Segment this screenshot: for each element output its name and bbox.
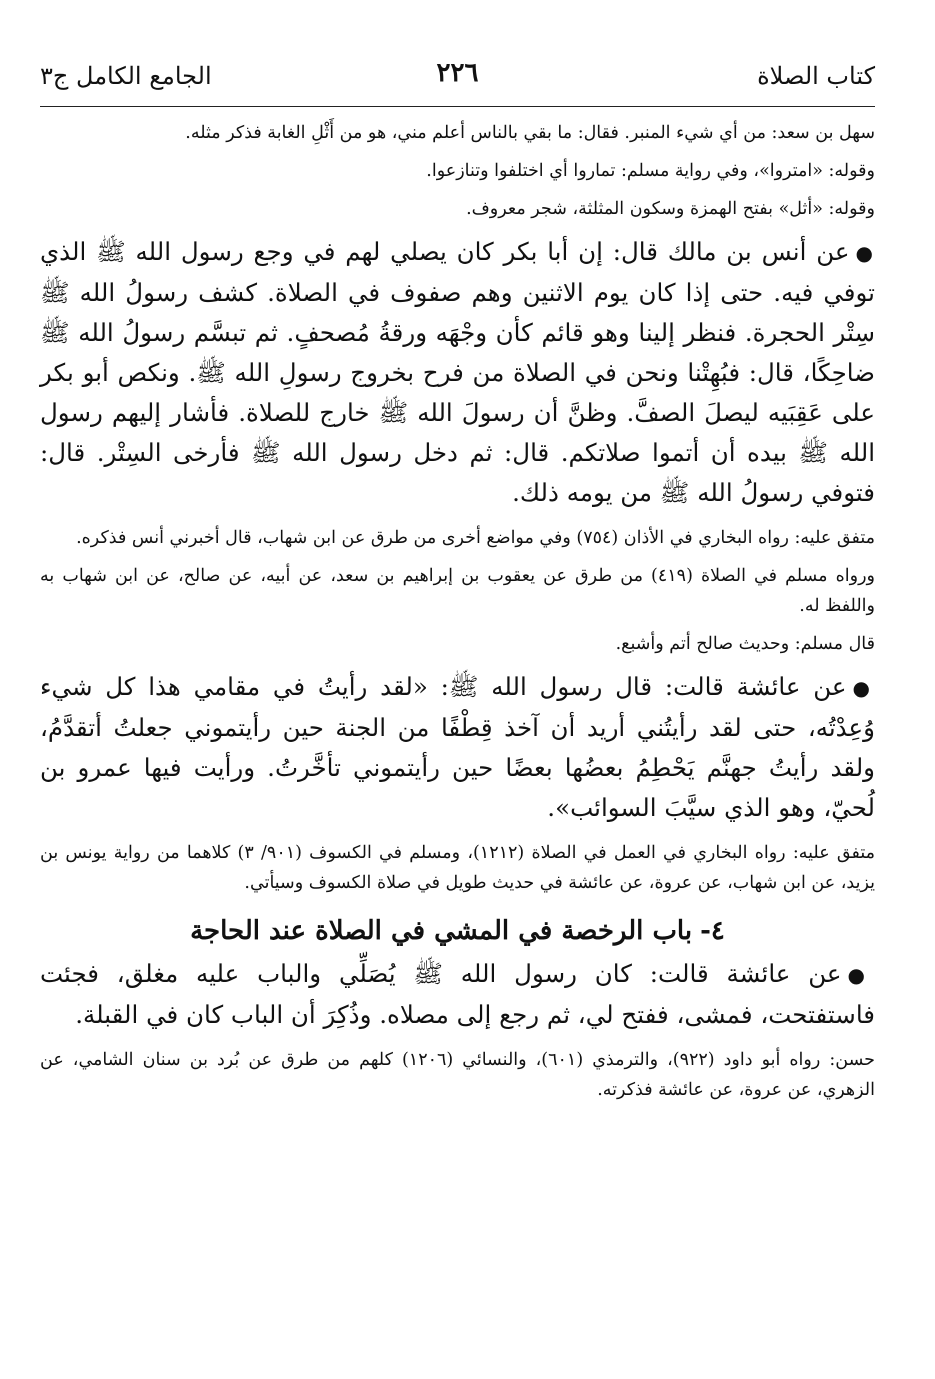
hadith-paragraph bbox=[40, 232, 875, 513]
takhrij-paragraph: متفق عليه: رواه البخاري في الأذان (٧٥٤) وفي مواضع أخرى من طرق عن ابن شهاب، قال أخبرني أنس فذكره. bbox=[76, 528, 875, 548]
header-divider bbox=[40, 106, 875, 107]
section-number: ٤- bbox=[700, 916, 725, 946]
note-paragraph: وقوله: «امتروا»، وفي رواية مسلم: تماروا أي اختلفوا وتنازعوا. bbox=[426, 161, 875, 181]
bullet-icon: ● bbox=[852, 676, 875, 700]
note-paragraph: سهل بن سعد: من أي شيء المنبر. فقال: ما بقي بالناس أعلم مني، هو من أَثْلِ الغابة فذكر مثله. bbox=[185, 123, 875, 143]
page-content bbox=[40, 118, 875, 1113]
page-header bbox=[40, 0, 875, 100]
book-title: الجامع الكامل ج٣ bbox=[40, 62, 212, 90]
takhrij-paragraph: متفق عليه: رواه البخاري في العمل في الصلاة (١٢١٢)، ومسلم في الكسوف (٩٠١/ ٣) كلاهما من رواية يونس بن يزيد، عن ابن شهاب، عن عروة، عن عائشة في حديث طويل في صلاة الكسوف وسيأتي. bbox=[40, 843, 875, 893]
note-paragraph: وقوله: «أثل» بفتح الهمزة وسكون المثلثة، شجر معروف. bbox=[466, 199, 875, 219]
page-number: ٢٢٦ bbox=[436, 58, 479, 88]
bullet-icon: ● bbox=[855, 241, 876, 265]
takhrij-paragraph: حسن: رواه أبو داود (٩٢٢)، والترمذي (٦٠١)، والنسائي (١٢٠٦) كلهم من طرق عن بُرد بن سنان الشامي، عن الزهري، عن عروة، عن عائشة فذكرته. bbox=[40, 1050, 876, 1100]
bullet-icon: ● bbox=[847, 963, 875, 987]
section-title: باب الرخصة في المشي في الصلاة عند الحاجة bbox=[190, 916, 693, 946]
hadith-paragraph bbox=[40, 667, 875, 828]
hadith-text: عن عائشة قالت: قال رسول الله ﷺ: «لقد رأيتُ في مقامي هذا كل شيء وُعِدْتُه، حتى لقد رأيتُني أريد أن آخذ قِطْفًا من الجنة حين رأيتموني جعلتُ أتقدَّمُ، ولقد رأيتُ جهنَّم يَحْطِمُ بعضُها بعضًا حين رأيتموني تأخَّرتُ. ورأيت فيها عمرو بن لُحيّ، وهو الذي سيَّبَ السوائب». bbox=[40, 672, 875, 822]
book-page bbox=[40, 0, 876, 1100]
hadith-paragraph bbox=[40, 954, 875, 1035]
takhrij-paragraph: قال مسلم: وحديث صالح أتم وأشبع. bbox=[615, 634, 875, 654]
hadith-text: عن أنس بن مالك قال: إن أبا بكر كان يصلي لهم في وجع رسول الله ﷺ الذي توفي فيه. حتى إذا كان يوم الاثنين وهم صفوف في الصلاة. كشف رسولُ الله ﷺ سِتْر الحجرة. فنظر إلينا وهو قائم كأن وجْهَه ورقةُ مُصحفٍ. ثم تبسَّم رسولُ الله ﷺ ضاحِكًا، قال: فبُهِتْنا ونحن في الصلاة من فرح بخروج رسولِ الله ﷺ. ونكص أبو بكر على عَقِبَيه ليصلَ الصفَّ. وظنَّ أن رسولَ الله ﷺ خارج للصلاة. فأشار إليهم رسول الله ﷺ بيده أن أتموا صلاتكم. قال: ثم دخل رسول الله ﷺ فأرخى السِتْر. قال: فتوفي رسولُ الله ﷺ من يومه ذلك. bbox=[40, 237, 875, 507]
hadith-text: عن عائشة قالت: كان رسول الله ﷺ يُصَلِّي والباب عليه مغلق، فجئت فاستفتحت، فمشى، ففتح لي، ثم رجع إلى مصلاه. وذُكِرَ أن الباب كان في القبلة. bbox=[40, 959, 875, 1029]
takhrij-paragraph: ورواه مسلم في الصلاة (٤١٩) من طرق عن يعقوب بن إبراهيم بن سعد، عن أبيه، عن صالح، عن ابن شهاب به واللفظ له. bbox=[40, 566, 875, 616]
section-heading bbox=[40, 916, 875, 946]
chapter-title: كتاب الصلاة bbox=[757, 62, 875, 90]
